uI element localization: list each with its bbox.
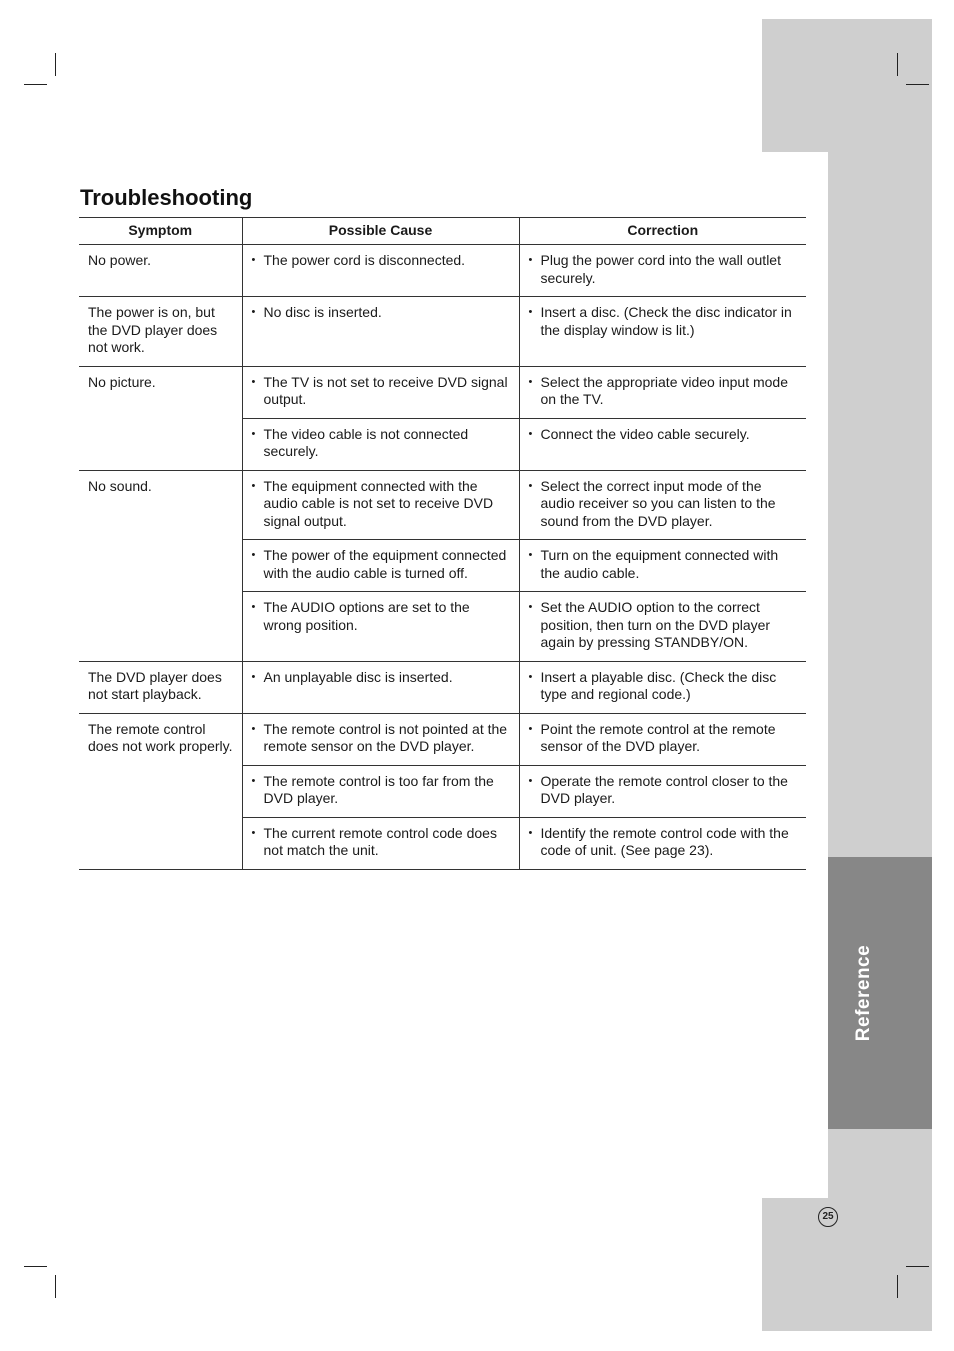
bullet-icon: • (528, 601, 533, 613)
bullet-icon: • (251, 774, 256, 787)
cause-cell (242, 540, 519, 592)
symptom-cell: The power is on, but the DVD player does not work. (79, 297, 242, 367)
correction-text: Set the AUDIO option to the correct position, then turn on the DVD player again by pressing STANDBY/ON. (540, 599, 771, 650)
cause-cell (242, 418, 519, 470)
symptom-cell: The DVD player does not start playback. (79, 661, 242, 713)
cause-cell (242, 817, 519, 869)
sidebar-bottom-block (762, 1198, 932, 1331)
correction-cell (519, 366, 806, 418)
sidebar-top-block (762, 19, 932, 152)
correction-text: Identify the remote control code with the code of unit. (See page 23). (540, 824, 789, 858)
symptom-cell: No sound. (79, 470, 242, 661)
reference-tab-label: Reference (853, 944, 874, 1042)
correction-text: Insert a playable disc. (Check the disc type and regional code.) (540, 668, 777, 702)
crop-mark (24, 84, 47, 85)
correction-text: Connect the video cable securely. (540, 425, 750, 442)
correction-cell (519, 245, 806, 297)
bullet-icon: • (528, 427, 533, 440)
cause-text: The equipment connected with the audio cable is not set to receive DVD signal output. (263, 477, 494, 529)
bullet-icon: • (251, 549, 256, 561)
page-title: Troubleshooting (80, 184, 253, 210)
correction-cell (519, 765, 806, 817)
cause-text: The TV is not set to receive DVD signal output. (263, 373, 508, 407)
correction-text: Operate the remote control closer to the DVD player. (540, 772, 788, 806)
bullet-icon: • (251, 722, 256, 735)
bullet-icon: • (528, 254, 533, 266)
cause-cell (242, 661, 519, 713)
cause-text: The AUDIO options are set to the wrong position. (263, 599, 470, 633)
crop-mark (55, 1275, 56, 1298)
correction-text: Select the appropriate video input mode on the TV. (540, 373, 788, 407)
bullet-icon: • (251, 670, 256, 683)
bullet-icon: • (528, 722, 533, 735)
crop-mark (897, 53, 898, 76)
correction-cell (519, 592, 806, 662)
cause-text: The current remote control code does not match the unit. (263, 824, 497, 858)
correction-cell (519, 661, 806, 713)
table-row (79, 245, 806, 297)
correction-text: Insert a disc. (Check the disc indicator in the display window is lit.) (540, 304, 792, 338)
correction-cell (519, 713, 806, 765)
bullet-icon: • (528, 479, 533, 492)
cause-cell (242, 245, 519, 297)
correction-cell (519, 817, 806, 869)
correction-header: Correction (519, 218, 806, 245)
cause-cell (242, 297, 519, 367)
reference-tab (828, 857, 932, 1129)
bullet-icon: • (528, 375, 533, 388)
bullet-icon: • (251, 306, 256, 318)
crop-mark (906, 1266, 929, 1267)
cause-text: The remote control is too far from the DVD player. (263, 772, 494, 806)
correction-cell (519, 297, 806, 367)
page-number: 25 (818, 1207, 838, 1227)
correction-text: Turn on the equipment connected with the audio cable. (540, 547, 779, 581)
bullet-icon: • (528, 549, 533, 561)
bullet-icon: • (528, 306, 533, 318)
symptom-cell: No power. (79, 245, 242, 297)
symptom-header: Symptom (79, 218, 242, 245)
symptom-cell: No picture. (79, 366, 242, 470)
bullet-icon: • (251, 427, 256, 440)
bullet-icon: • (528, 774, 533, 787)
troubleshooting-table (79, 217, 806, 870)
cause-text: The remote control is not pointed at the remote sensor on the DVD player. (263, 720, 508, 754)
bullet-icon: • (528, 670, 533, 683)
table-header-row (79, 218, 806, 245)
bullet-icon: • (251, 254, 256, 266)
cause-cell (242, 713, 519, 765)
correction-cell (519, 540, 806, 592)
cause-text: The video cable is not connected securely. (263, 425, 469, 459)
table-row (79, 470, 806, 540)
cause-text: The power of the equipment connected with the audio cable is turned off. (263, 547, 507, 581)
bullet-icon: • (528, 826, 533, 839)
table-row (79, 661, 806, 713)
crop-mark (906, 84, 929, 85)
crop-mark (897, 1275, 898, 1298)
cause-header: Possible Cause (242, 218, 519, 245)
bullet-icon: • (251, 375, 256, 388)
bullet-icon: • (251, 479, 256, 492)
correction-text: Point the remote control at the remote sensor of the DVD player. (540, 720, 776, 754)
symptom-cell: The remote control does not work properly. (79, 713, 242, 869)
correction-text: Plug the power cord into the wall outlet securely. (540, 252, 781, 286)
cause-text: An unplayable disc is inserted. (263, 668, 453, 685)
cause-cell (242, 765, 519, 817)
crop-mark (55, 53, 56, 76)
bullet-icon: • (251, 826, 256, 839)
cause-text: The power cord is disconnected. (263, 252, 466, 268)
table-row (79, 366, 806, 418)
cause-cell (242, 592, 519, 662)
crop-mark (24, 1266, 47, 1267)
bullet-icon: • (251, 601, 256, 613)
correction-text: Select the correct input mode of the audio receiver so you can listen to the sound from the DVD player. (540, 477, 776, 529)
cause-cell (242, 470, 519, 540)
table-row (79, 297, 806, 367)
cause-text: No disc is inserted. (263, 304, 382, 320)
cause-cell (242, 366, 519, 418)
correction-cell (519, 418, 806, 470)
table-row (79, 713, 806, 765)
correction-cell (519, 470, 806, 540)
